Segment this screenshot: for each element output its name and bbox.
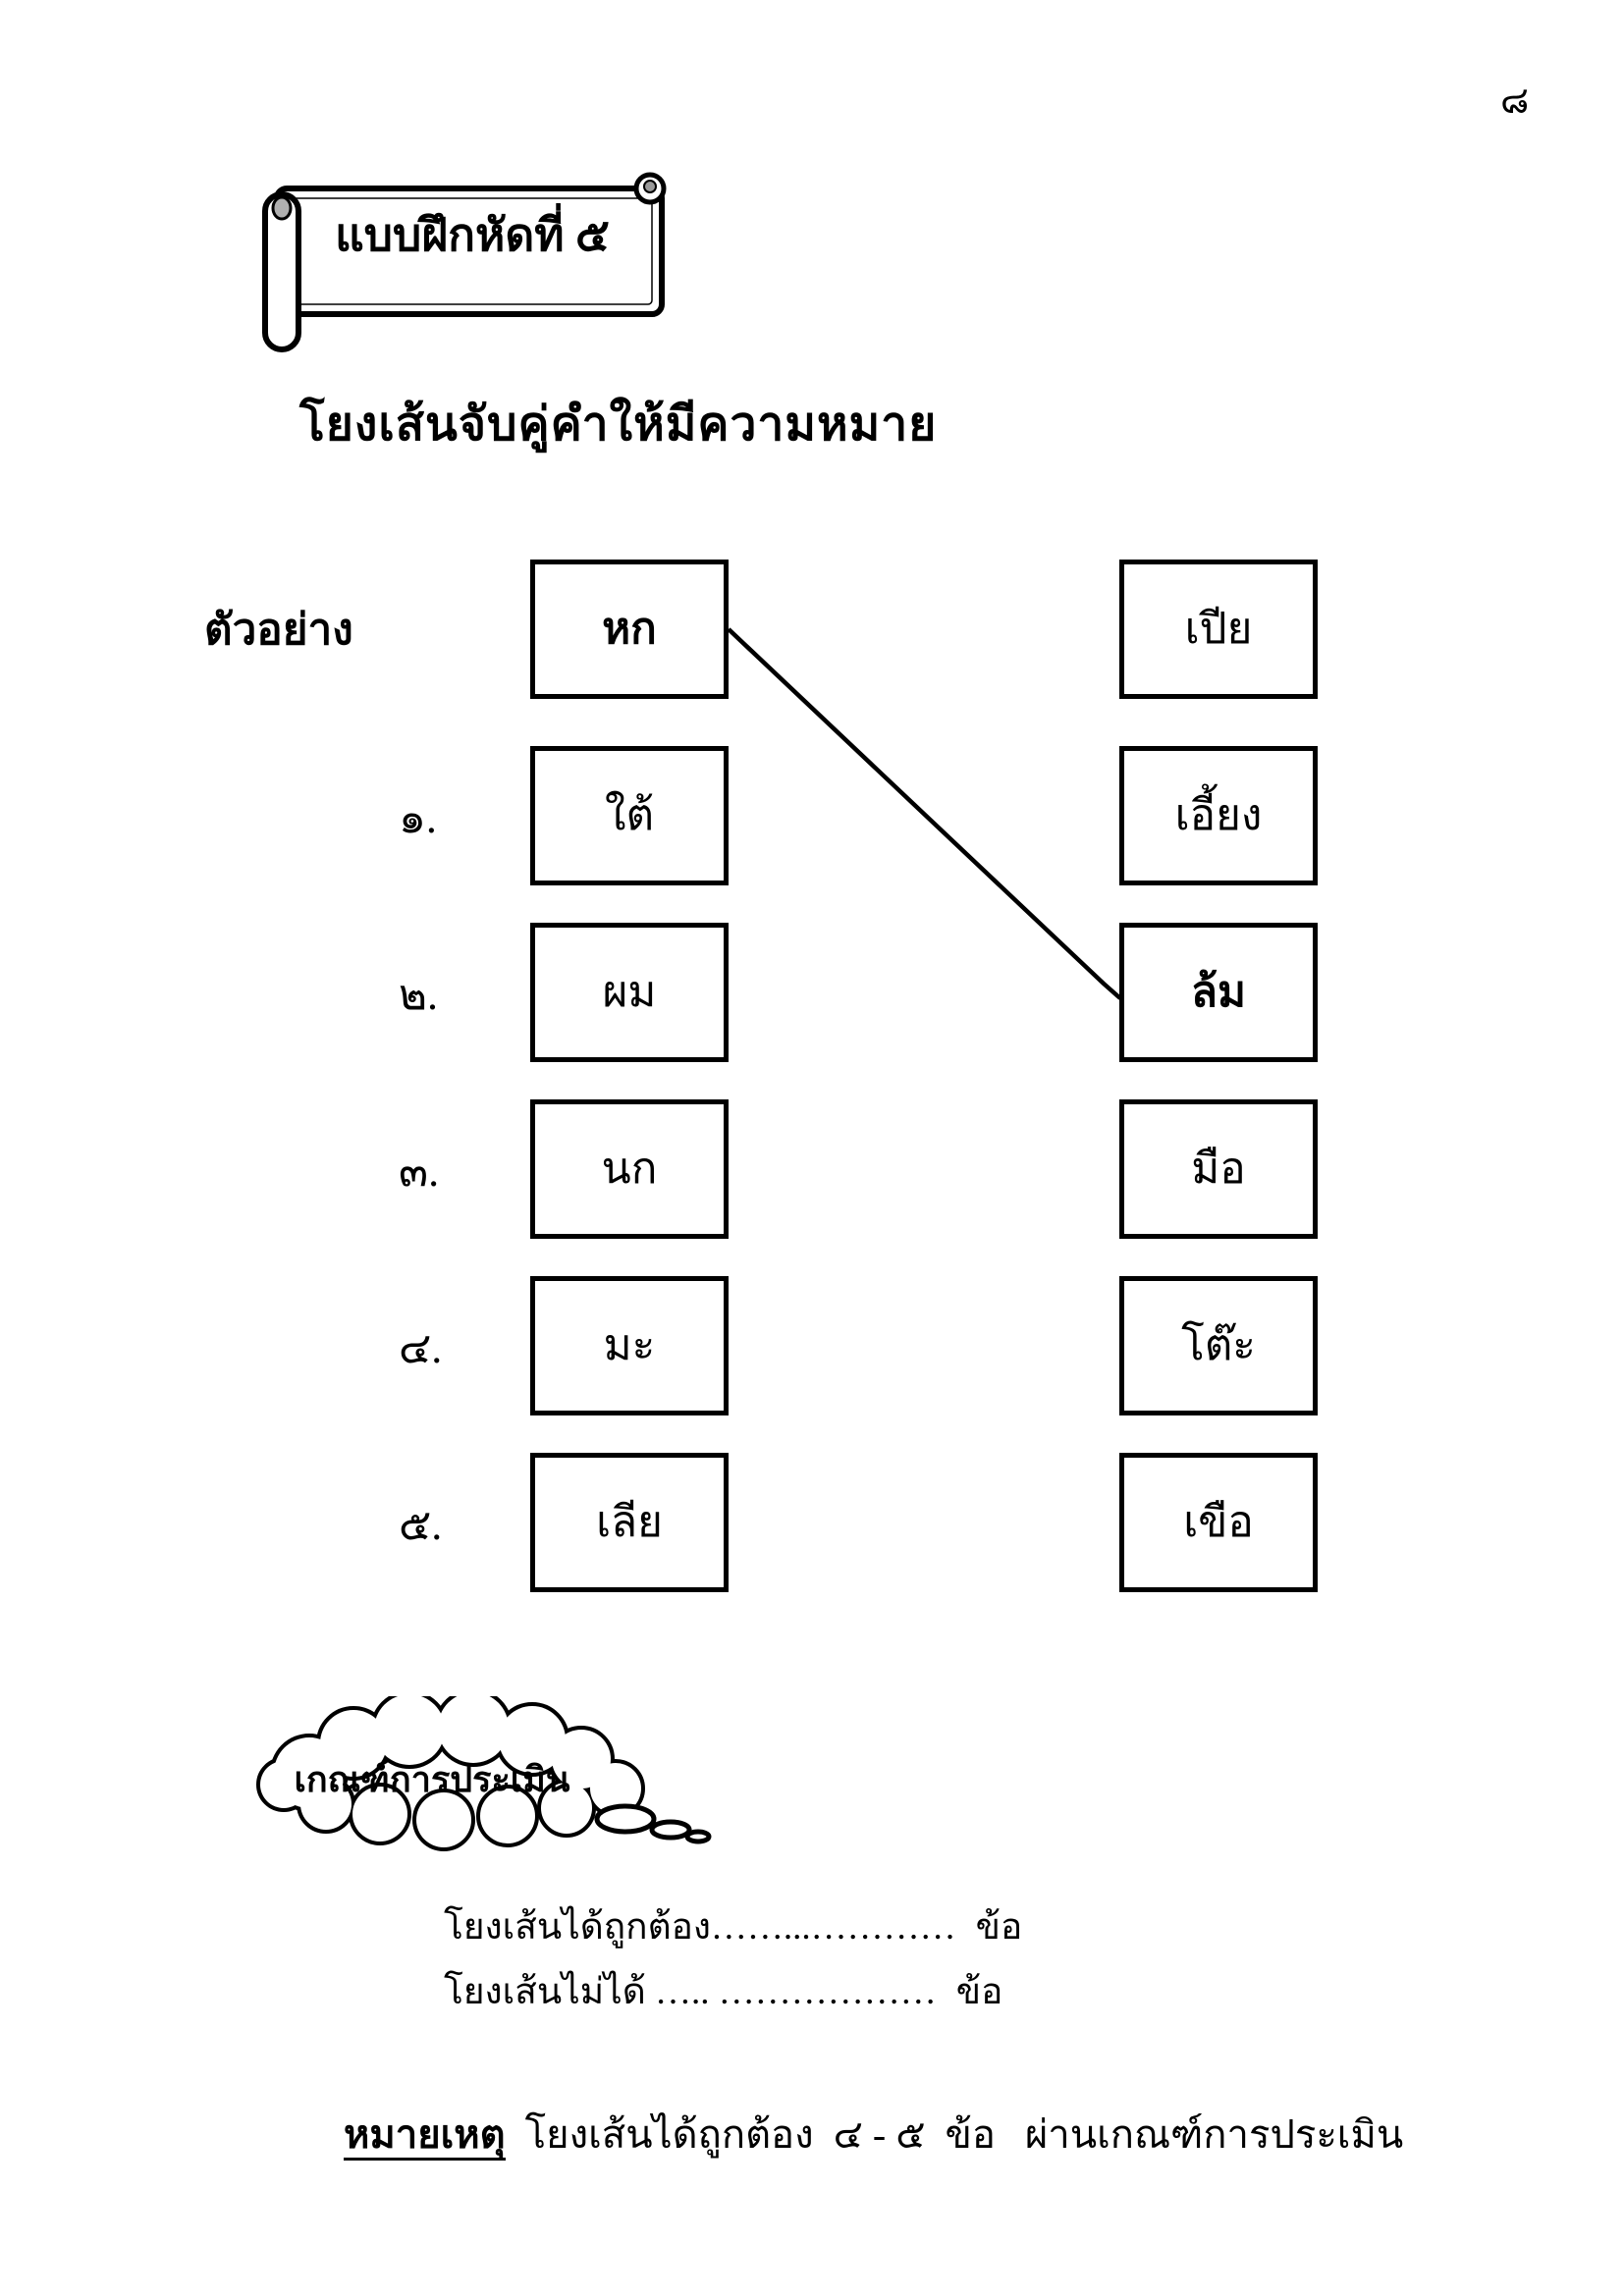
- note-label: หมายเหตุ: [344, 2112, 506, 2161]
- word-box-right-1[interactable]: เอี้ยง: [1119, 746, 1318, 885]
- note-text: โยงเส้นได้ถูกต้อง ๔ - ๕ ข้อ ผ่านเกณฑ์การประเมิน: [505, 2112, 1404, 2157]
- word-box-right-0[interactable]: เปีย: [1119, 560, 1318, 699]
- instruction-heading: โยงเส้นจับคู่คำให้มีความหมาย: [299, 399, 938, 451]
- footer-note: [304, 2067, 1403, 2203]
- word-box-right-4[interactable]: โต๊ะ: [1119, 1276, 1318, 1415]
- incorrect-count-line: [407, 1938, 1002, 2047]
- row-number-1: ๑.: [399, 794, 437, 842]
- word-box-left-4[interactable]: มะ: [530, 1276, 729, 1415]
- row-number-3: ๓.: [399, 1148, 440, 1196]
- word-box-left-2[interactable]: ผม: [530, 923, 729, 1062]
- example-label: ตัวอย่าง: [204, 606, 353, 654]
- row-number-2: ๒.: [399, 971, 439, 1019]
- word-box-right-5[interactable]: เขือ: [1119, 1453, 1318, 1592]
- word-box-left-1[interactable]: ใต้: [530, 746, 729, 885]
- correct-count-unit: ข้อ: [975, 1907, 1023, 1948]
- row-number-4: ๔.: [399, 1324, 443, 1372]
- incorrect-count-unit: ข้อ: [955, 1972, 1003, 2012]
- word-box-right-3[interactable]: มือ: [1119, 1099, 1318, 1239]
- word-box-left-example[interactable]: หก: [530, 560, 729, 699]
- word-box-left-5[interactable]: เลีย: [530, 1453, 729, 1592]
- incorrect-count-label: โยงเส้นไม่ได้: [444, 1972, 656, 2012]
- correct-count-blank[interactable]: ……...…………: [710, 1907, 956, 1948]
- correct-count-label: โยงเส้นได้ถูกต้อง: [444, 1907, 711, 1948]
- page-number: ๘: [1500, 80, 1530, 122]
- banner-title: แบบฝึกหัดที่ ๕: [335, 210, 610, 260]
- assessment-criteria-label: เกณฑ์การประเมิน: [294, 1760, 570, 1799]
- word-box-right-2[interactable]: ล้ม: [1119, 923, 1318, 1062]
- incorrect-count-blank[interactable]: ….. ………………: [655, 1972, 937, 2012]
- word-box-left-3[interactable]: นก: [530, 1099, 729, 1239]
- exercise-banner: [253, 147, 685, 358]
- row-number-5: ๕.: [399, 1501, 443, 1549]
